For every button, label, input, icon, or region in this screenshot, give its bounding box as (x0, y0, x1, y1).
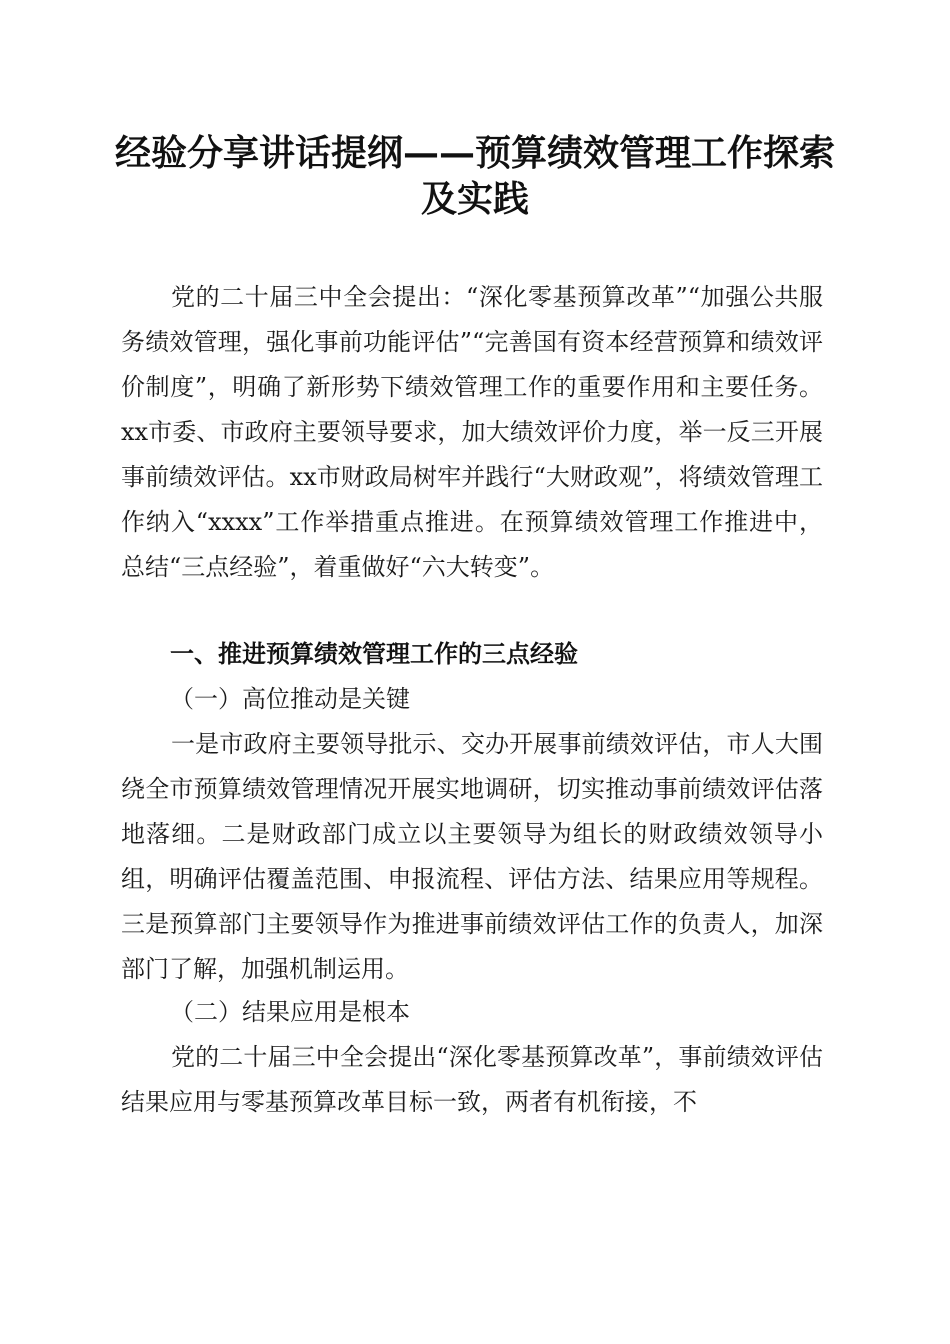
subsection-1-paragraph: 一是市政府主要领导批示、交办开展事前绩效评估，市人大围绕全市预算绩效管理情况开展实地调研，切实推动事前绩效评估落地落细。二是财政部门成立以主要领导为组长的财政绩效领导小组，明确评估覆盖范围、申报流程、评估方法、结果应用等规程。三是预算部门主要领导作为推进事前绩效评估工作的负责人，加深部门了解，加强机制运用。 (121, 730, 823, 983)
section-heading-1: 一、推进预算绩效管理工作的三点经验 (170, 640, 578, 668)
subsection-heading-1: （一）高位推动是关键 (170, 685, 410, 713)
intro-paragraph: 党的二十届三中全会提出：“深化零基预算改革”“加强公共服务绩效管理，强化事前功能评估”“完善国有资本经营预算和绩效评价制度”，明确了新形势下绩效管理工作的重要作用和主要任务。xx市委、市政府主要领导要求，加大绩效评价力度，举一反三开展事前绩效评估。xx市财政局树牢并践行“大财政观”，将绩效管理工作纳入“xxxx”工作举措重点推进。在预算绩效管理工作推进中，总结“三点经验”，着重做好“六大转变”。 (121, 283, 823, 581)
subsection-2-paragraph: 党的二十届三中全会提出“深化零基预算改革”，事前绩效评估结果应用与零基预算改革目标一致，两者有机衔接，不 (121, 1043, 823, 1116)
document-title: 经验分享讲话提纲——预算绩效管理工作探索及实践 (114, 132, 835, 220)
subsection-heading-2: （二）结果应用是根本 (170, 998, 410, 1026)
